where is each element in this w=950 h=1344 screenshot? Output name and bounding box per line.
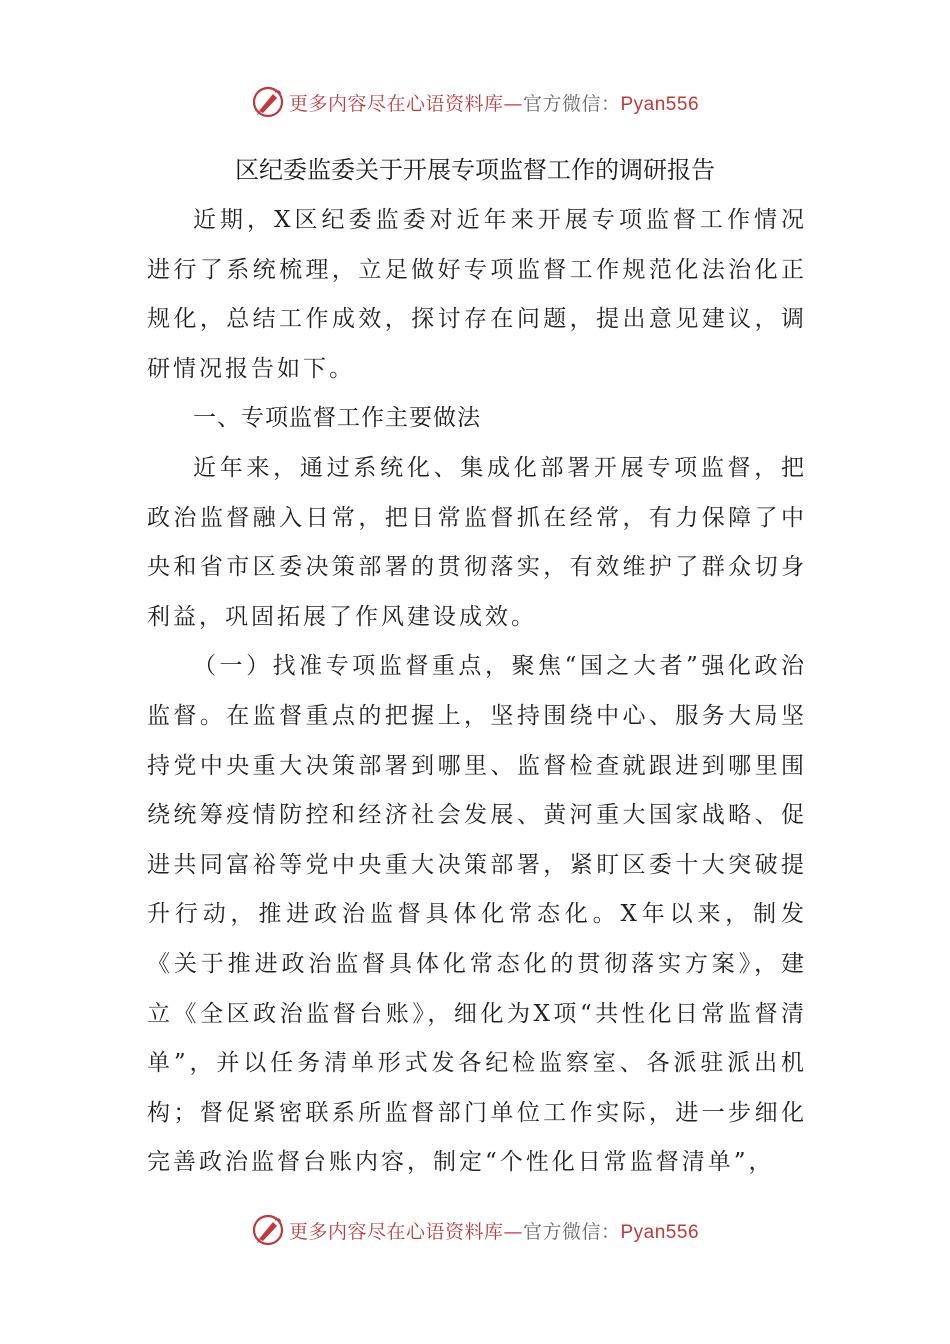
watermark-banner-bottom <box>0 1208 950 1252</box>
watermark-text <box>289 1217 699 1244</box>
intro-paragraph: 近期，X区纪委监委对近年来开展专项监督工作情况进行了系统梳理，立足做好专项监督工作规范化法治化正规化，总结工作成效，探讨存在问题，提出意见建议，调研情况报告如下。 <box>147 207 807 382</box>
document-title: 区纪委监委关于开展专项监督工作的调研报告 <box>235 156 715 184</box>
watermark-brand: 更多内容尽在心语资料库 <box>288 92 504 115</box>
watermark-text <box>289 89 699 116</box>
watermark-account: Pyan556 <box>620 93 700 115</box>
subsection-text: 在监督重点的把握上，坚持围绕中心、服务大局坚持党中央重大决策部署到哪里、监督检查就跟进到哪里围绕统筹疫情防控和经济社会发展、黄河重大国家战略、促进共同富裕等党中央重大决策部署，紧盯区委十大突破提升行动，推进政治监督具体化常态化。X年以来，制发《关于推进政治监督具体化常态化的贯彻落实方案》，建立《全区政治监督台账》，细化为X项“共性化日常监督清单”，并以任务清单形式发各纪检监察室、各派驻派出机构；督促紧密联系所监督部门单位工作实际，进一步细化完善政治监督台账内容，制定“个性化日常监督清单”， <box>147 702 807 1176</box>
watermark-separator: — <box>503 1220 523 1243</box>
watermark-label: 官方微信： <box>522 92 621 115</box>
watermark-banner-top <box>0 80 950 124</box>
subsection-paragraph <box>147 642 807 1188</box>
quill-pen-icon <box>251 1213 285 1247</box>
watermark-account: Pyan556 <box>620 1221 700 1243</box>
subsection-lead: （一）找准专项监督重点，聚焦“国之大者”强化政治监督。 <box>147 653 807 729</box>
quill-pen-icon <box>251 85 285 119</box>
watermark-separator: — <box>503 92 523 115</box>
section-paragraph: 近年来，通过系统化、集成化部署开展专项监督，把政治监督融入日常，把日常监督抓在经常，有力保障了中央和省市区委决策部署的贯彻落实，有效维护了群众切身利益，巩固拓展了作风建设成效。 <box>147 454 807 630</box>
watermark-label: 官方微信： <box>522 1220 621 1243</box>
section-heading: 一、专项监督工作主要做法 <box>193 405 481 432</box>
watermark-brand: 更多内容尽在心语资料库 <box>288 1220 504 1243</box>
document-body <box>147 196 807 1188</box>
